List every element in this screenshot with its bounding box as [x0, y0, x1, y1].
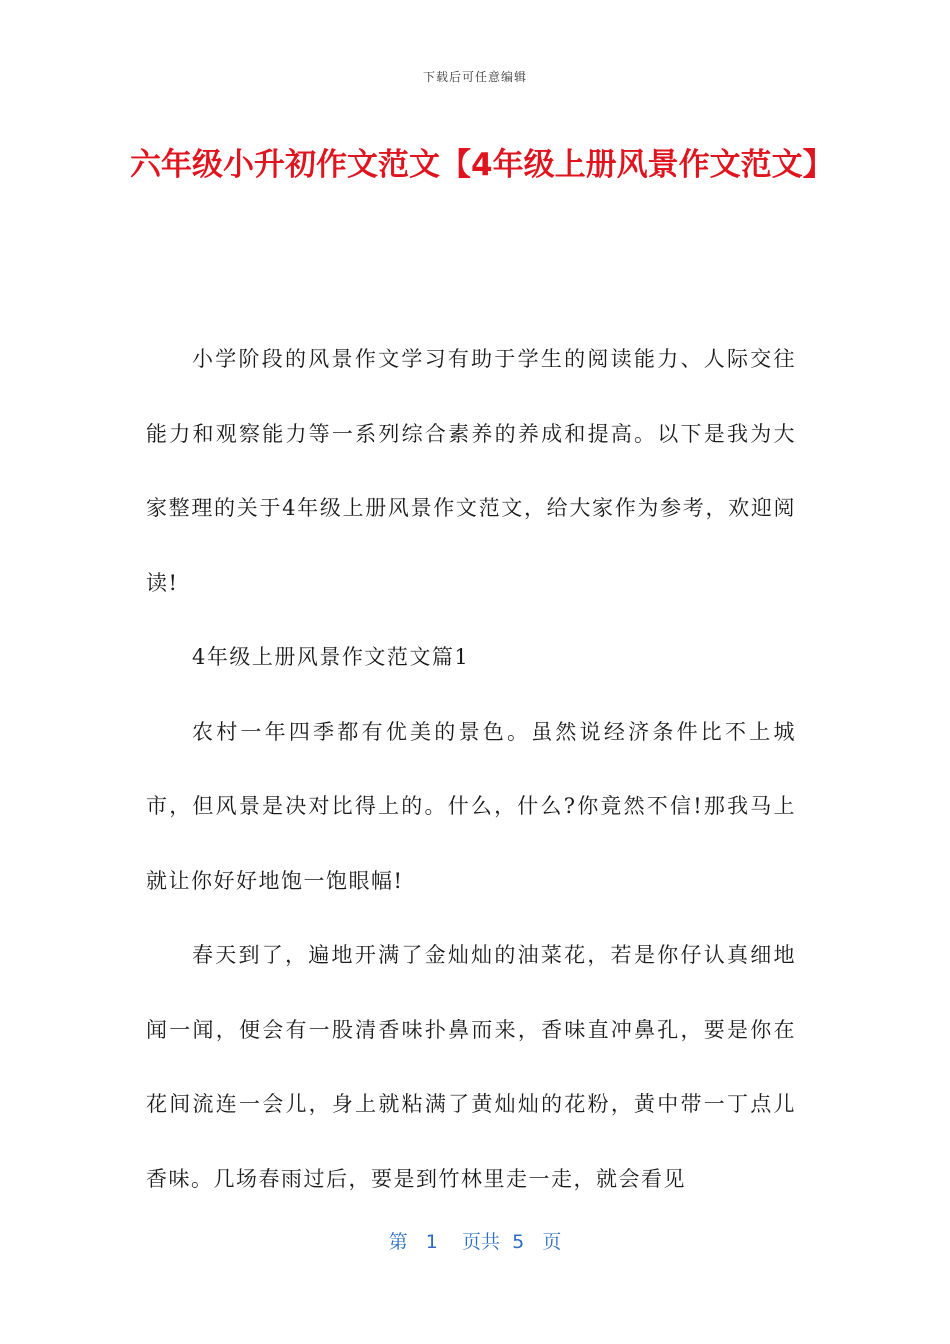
total-pages-number: 5 [512, 1231, 525, 1253]
paragraph-intro: 小学阶段的风景作文学习有助于学生的阅读能力、人际交往能力和观察能力等一系列综合素养的养成和提高。以下是我为大家整理的关于4年级上册风景作文范文，给大家作为参考，欢迎阅读! [146, 347, 796, 595]
current-page-number: 1 [425, 1231, 438, 1253]
paragraph-spring: 春天到了，遍地开满了金灿灿的油菜花，若是你仔认真细地闻一闻，便会有一股清香味扑鼻而来，香味直冲鼻孔，要是你在花间流连一会儿，身上就粘满了黄灿灿的花粉，黄中带一丁点儿香味。几场春雨过后，要是到竹林里走一走，就会看见 [146, 943, 796, 1191]
section-heading: 4年级上册风景作文范文篇1 [192, 645, 470, 669]
document-title: 六年级小升初作文范文【4年级上册风景作文范文】 [130, 147, 834, 183]
footer-prefix: 第 [388, 1231, 408, 1253]
header-note: 下载后可任意编辑 [422, 70, 527, 84]
document-body [146, 322, 796, 1216]
page-footer [0, 1227, 950, 1254]
paragraph-countryside: 农村一年四季都有优美的景色。虽然说经济条件比不上城市，但风景是决对比得上的。什么，什么?你竟然不信!那我马上就让你好好地饱一饱眼幅! [146, 719, 796, 893]
footer-middle: 页共 [462, 1231, 501, 1253]
footer-suffix: 页 [542, 1231, 562, 1253]
